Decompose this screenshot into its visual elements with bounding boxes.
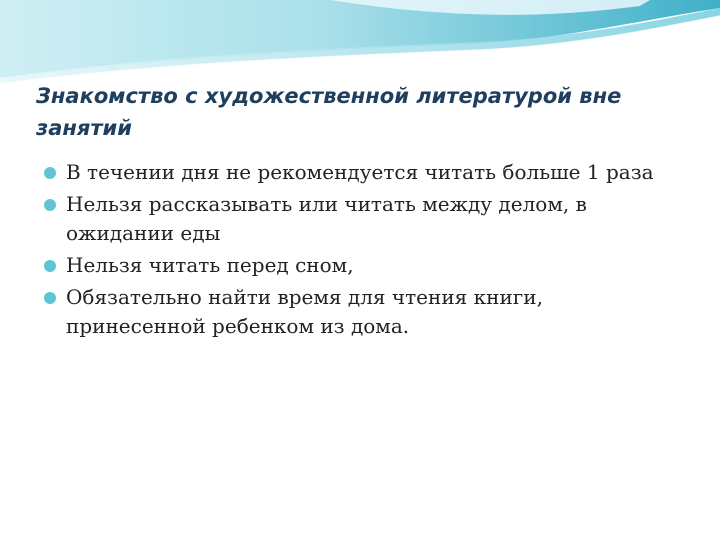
list-item xyxy=(44,251,684,280)
bullet-list xyxy=(44,158,684,344)
list-item-text: Обязательно найти время для чтения книги, принесенной ребенком из дома. xyxy=(66,285,543,338)
bullet-dot-icon xyxy=(44,167,56,179)
list-item xyxy=(44,283,684,341)
bullet-dot-icon xyxy=(44,260,56,272)
bullet-dot-icon xyxy=(44,292,56,304)
header-wave-decoration xyxy=(0,0,720,90)
list-item xyxy=(44,158,684,187)
list-item-text: В течении дня не рекомендуется читать больше 1 раза xyxy=(66,160,654,184)
list-item-text: Нельзя читать перед сном, xyxy=(66,253,354,277)
list-item xyxy=(44,190,684,248)
list-item-text: Нельзя рассказывать или читать между делом, в ожидании еды xyxy=(66,192,587,245)
bullet-dot-icon xyxy=(44,199,56,211)
slide-title: Знакомство с художественной литературой вне занятий xyxy=(36,84,622,140)
